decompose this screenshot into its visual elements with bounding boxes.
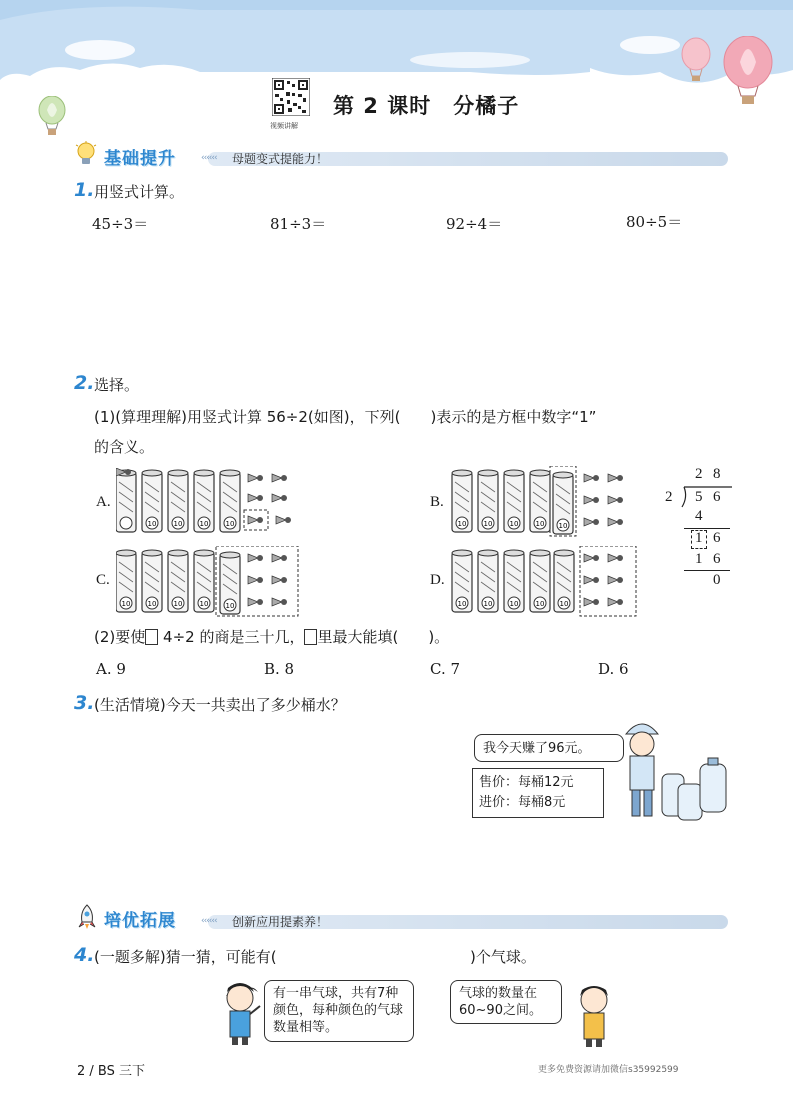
boy-illustration bbox=[566, 980, 618, 1048]
can-label: 10 bbox=[199, 520, 209, 528]
can-label: 10 bbox=[535, 520, 545, 528]
section-title-basic: 基础提升 bbox=[104, 149, 176, 169]
speech-bubble-range: 气球的数量在60~90之间。 bbox=[450, 980, 562, 1024]
question-number-3: 3. bbox=[74, 692, 95, 714]
section-dots: ‹‹‹‹‹‹ bbox=[201, 153, 217, 163]
can-label: 10 bbox=[457, 600, 467, 608]
division-bracket bbox=[674, 485, 734, 509]
question-4-text-part1: (一题多解)猜一猜，可能有( bbox=[94, 948, 277, 966]
hot-air-balloon-icon bbox=[678, 36, 778, 106]
question-4-text-part2: )个气球。 bbox=[470, 948, 536, 966]
price-sell: 售价：每桶12元 bbox=[479, 775, 574, 790]
choice-d[interactable]: D. 6 bbox=[598, 660, 629, 678]
remainder-digit: 0 bbox=[713, 572, 721, 588]
question-2-text: 选择。 bbox=[94, 376, 140, 394]
page-footer-left: 2 / BS 三下 bbox=[77, 1064, 145, 1079]
choice-b[interactable]: B. 8 bbox=[264, 660, 295, 678]
qr-code-label: 视频讲解 bbox=[270, 122, 298, 130]
speech-bubble-earnings: 我今天赚了96元。 bbox=[474, 734, 624, 762]
can-label: 10 bbox=[483, 600, 493, 608]
lightbulb-icon bbox=[74, 141, 98, 167]
header-sky-banner bbox=[0, 0, 793, 150]
dividend-digit: 5 bbox=[695, 489, 703, 505]
option-b-label: B. bbox=[430, 494, 444, 510]
can-label: 10 bbox=[225, 602, 235, 610]
option-d-picture[interactable] bbox=[450, 546, 640, 618]
step-digit: 6 bbox=[713, 551, 721, 567]
can-label: 10 bbox=[457, 520, 467, 528]
lesson-title: 第 2 课时 分橘子 bbox=[333, 94, 520, 118]
choice-c[interactable]: C. 7 bbox=[430, 660, 461, 678]
step-digit: 4 bbox=[695, 508, 703, 524]
step-digit-highlighted: 1 bbox=[695, 530, 703, 546]
calc-item-1: 45÷3＝ bbox=[92, 215, 149, 233]
quotient-digit: 2 bbox=[695, 466, 703, 482]
speech-bubble-colors: 有一串气球，共有7种颜色，每种颜色的气球数量相等。 bbox=[264, 980, 414, 1042]
option-d-label: D. bbox=[430, 572, 445, 588]
question-3-text: (生活情境)今天一共卖出了多少桶水？ bbox=[94, 696, 346, 714]
price-buy: 进价：每桶8元 bbox=[479, 795, 566, 810]
option-b-picture[interactable] bbox=[450, 466, 640, 538]
question-2-1-line2: 的含义。 bbox=[94, 438, 155, 456]
option-a-label: A. bbox=[96, 494, 111, 510]
blank-box[interactable] bbox=[304, 629, 317, 645]
question-number-2: 2. bbox=[74, 372, 95, 394]
question-1-text: 用竖式计算。 bbox=[94, 183, 185, 201]
question-number-1: 1. bbox=[74, 179, 95, 201]
quotient-digit: 8 bbox=[713, 466, 721, 482]
can-label: 10 bbox=[558, 522, 568, 530]
step-digit: 1 bbox=[695, 551, 703, 567]
dividend-digit: 6 bbox=[713, 489, 721, 505]
calc-item-2: 81÷3＝ bbox=[270, 215, 327, 233]
qr-code-icon[interactable] bbox=[272, 78, 310, 116]
division-line bbox=[684, 570, 730, 571]
can-label: 10 bbox=[483, 520, 493, 528]
boy-illustration bbox=[218, 978, 270, 1046]
question-2-1-line1: (1)(算理理解)用竖式计算 56÷2(如图)，下列( )表示的是方框中数字“1” bbox=[94, 408, 597, 426]
step-digit: 6 bbox=[713, 530, 721, 546]
option-c-picture[interactable] bbox=[116, 546, 306, 618]
blank-box[interactable] bbox=[145, 629, 158, 645]
hot-air-balloon-icon bbox=[36, 96, 68, 138]
can-label: 10 bbox=[173, 600, 183, 608]
can-label: 10 bbox=[199, 600, 209, 608]
option-a-picture[interactable] bbox=[116, 468, 306, 538]
rocket-icon bbox=[76, 904, 98, 930]
page-footer-right: 更多免费资源请加微信s35992599 bbox=[538, 1065, 679, 1075]
q2-2-text-part: 里最大能填( )。 bbox=[317, 628, 450, 646]
can-label: 10 bbox=[173, 520, 183, 528]
divisor-digit: 2 bbox=[665, 489, 673, 505]
can-label: 10 bbox=[535, 600, 545, 608]
can-label: 10 bbox=[147, 600, 157, 608]
section-title-advanced: 培优拓展 bbox=[104, 911, 176, 931]
section-subtitle-basic: 母题变式提能力！ bbox=[232, 152, 329, 166]
question-2-2-text bbox=[94, 626, 449, 647]
section-subtitle-advanced: 创新应用提素养！ bbox=[232, 915, 329, 929]
question-number-4: 4. bbox=[74, 944, 95, 966]
can-label: 10 bbox=[509, 600, 519, 608]
can-label: 10 bbox=[225, 520, 235, 528]
q2-2-text-part: 4÷2 的商是三十几， bbox=[163, 628, 305, 646]
water-seller-boy-illustration bbox=[612, 714, 732, 824]
division-line bbox=[684, 528, 730, 529]
section-dots: ‹‹‹‹‹‹ bbox=[201, 916, 217, 926]
q2-2-text-part: (2)要使 bbox=[94, 628, 146, 646]
choice-a[interactable]: A. 9 bbox=[96, 660, 126, 678]
can-label: 10 bbox=[121, 600, 131, 608]
option-c-label: C. bbox=[96, 572, 110, 588]
calc-item-4: 80÷5＝ bbox=[626, 213, 683, 231]
price-box bbox=[472, 768, 604, 818]
can-label: 10 bbox=[147, 520, 157, 528]
calc-item-3: 92÷4＝ bbox=[446, 215, 503, 233]
can-label: 10 bbox=[559, 600, 569, 608]
can-label: 10 bbox=[509, 520, 519, 528]
